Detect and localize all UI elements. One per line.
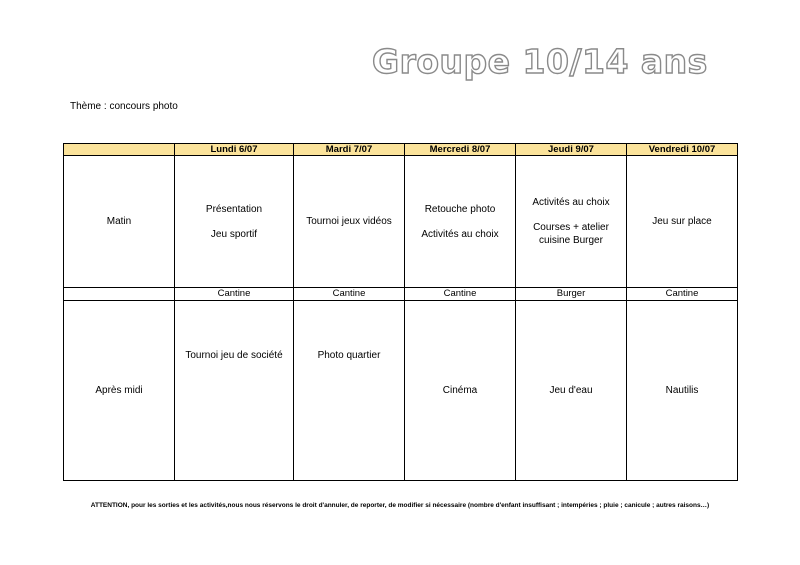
lunch-cell: Burger bbox=[516, 288, 627, 301]
lunch-label bbox=[64, 288, 175, 301]
activity-text: Cinéma bbox=[442, 385, 478, 396]
lunch-row bbox=[64, 288, 738, 301]
header-row bbox=[64, 144, 738, 156]
activity-text: cuisine Burger bbox=[539, 235, 603, 246]
afternoon-cell-monday bbox=[175, 301, 294, 481]
lunch-cell: Cantine bbox=[175, 288, 294, 301]
day-header: Mercredi 8/07 bbox=[405, 144, 516, 156]
activity-text: Jeu sportif bbox=[210, 228, 258, 240]
lunch-cell: Cantine bbox=[627, 288, 738, 301]
day-header: Mardi 7/07 bbox=[294, 144, 405, 156]
lunch-cell: Cantine bbox=[294, 288, 405, 301]
day-header: Vendredi 10/07 bbox=[627, 144, 738, 156]
afternoon-cell-thursday bbox=[516, 301, 627, 481]
activity-text: Présentation bbox=[205, 203, 263, 215]
lunch-cell: Cantine bbox=[405, 288, 516, 301]
schedule-table bbox=[63, 143, 738, 481]
header-corner bbox=[64, 144, 175, 156]
afternoon-cell-friday bbox=[627, 301, 738, 481]
activity-text: Tournoi jeux vidéos bbox=[306, 216, 392, 227]
activity-text: Activités au choix bbox=[532, 197, 610, 208]
afternoon-cell-tuesday bbox=[294, 301, 405, 481]
activity-text: Courses + atelier bbox=[533, 222, 609, 233]
activity-text: Retouche photo bbox=[424, 203, 496, 215]
row-label-morning: Matin bbox=[64, 156, 175, 288]
afternoon-cell-wednesday bbox=[405, 301, 516, 481]
theme-label: Thème : concours photo bbox=[70, 101, 178, 112]
day-header: Lundi 6/07 bbox=[175, 144, 294, 156]
morning-cell-tuesday bbox=[294, 156, 405, 288]
morning-cell-wednesday bbox=[405, 156, 516, 288]
morning-cell-thursday bbox=[516, 156, 627, 288]
day-header: Jeudi 9/07 bbox=[516, 144, 627, 156]
morning-cell-friday bbox=[627, 156, 738, 288]
row-label-afternoon: Après midi bbox=[64, 301, 175, 481]
activity-text: Jeu d'eau bbox=[549, 385, 593, 396]
activity-text: Jeu sur place bbox=[652, 216, 712, 227]
footer-notice: ATTENTION, pour les sorties et les activités,nous nous réservons le droit d'annuler, de reporter, de modifier si nécessaire (nombre d'enfant insuffisant ; intempéries ; pluie ; canicule ; autres raisons…) bbox=[90, 502, 710, 509]
activity-text: Tournoi jeu de société bbox=[185, 350, 283, 361]
activity-text: Activités au choix bbox=[421, 228, 499, 240]
morning-cell-monday bbox=[175, 156, 294, 288]
morning-row bbox=[64, 156, 738, 288]
activity-text: Nautilis bbox=[665, 385, 699, 396]
afternoon-row bbox=[64, 301, 738, 481]
page-title: Groupe 10/14 ans bbox=[372, 42, 708, 81]
activity-text: Photo quartier bbox=[317, 350, 381, 361]
